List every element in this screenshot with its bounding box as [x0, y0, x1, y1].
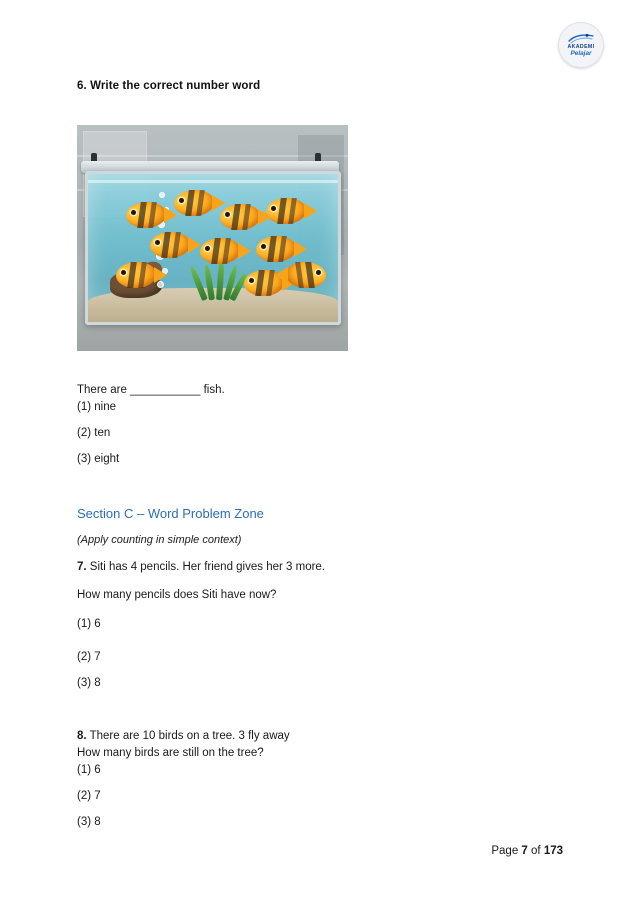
question-6-prompt: There are ___________ fish. [77, 384, 225, 396]
fish [266, 198, 306, 224]
footer-middle: of [527, 845, 544, 857]
question-7-line-2: How many pencils does Siti have now? [77, 589, 277, 601]
question-6-option-1[interactable]: (1) nine [77, 401, 116, 413]
swoosh-icon [568, 33, 594, 44]
question-7-text: Siti has 4 pencils. Her friend gives her 3 more. [86, 561, 326, 573]
question-6-option-3[interactable]: (3) eight [77, 453, 120, 465]
fish [286, 262, 326, 288]
question-8-line-1 [77, 728, 567, 745]
logo-circle [558, 22, 604, 68]
section-c-subheading: (Apply counting in simple context) [77, 534, 242, 546]
fish [256, 236, 296, 262]
logo-top-text: AKADEMI [567, 44, 595, 50]
fish [116, 262, 156, 288]
page-footer [0, 845, 563, 857]
question-8-option-2[interactable]: (2) 7 [77, 790, 101, 802]
fish [200, 238, 240, 264]
question-6-option-2[interactable]: (2) ten [77, 427, 111, 439]
footer-total-pages: 173 [543, 845, 563, 857]
footer-page-number: 7 [521, 845, 528, 857]
aquarium-image [77, 125, 348, 351]
question-8-line-2: How many birds are still on the tree? [77, 747, 264, 759]
question-8-option-3[interactable]: (3) 8 [77, 816, 101, 828]
question-7-option-2[interactable]: (2) 7 [77, 651, 101, 663]
page-content [77, 80, 567, 831]
question-6-heading: 6. Write the correct number word [77, 80, 261, 92]
fish [220, 204, 260, 230]
water-line [88, 180, 338, 183]
fish [126, 202, 166, 228]
question-7-number: 7. [77, 561, 87, 573]
question-7-option-3[interactable]: (3) 8 [77, 677, 101, 689]
brand-logo [558, 22, 602, 66]
question-7-option-1[interactable]: (1) 6 [77, 618, 101, 630]
question-8-text: There are 10 birds on a tree. 3 fly away [86, 730, 290, 742]
fish [174, 190, 214, 216]
section-c-heading: Section C – Word Problem Zone [77, 506, 264, 521]
question-7-line-1 [77, 559, 567, 576]
question-8-option-1[interactable]: (1) 6 [77, 764, 101, 776]
fish [150, 232, 190, 258]
fish-tank [85, 171, 341, 325]
question-8-number: 8. [77, 730, 87, 742]
footer-prefix: Page [491, 845, 522, 857]
logo-bottom-text: Pelajar [570, 50, 592, 57]
